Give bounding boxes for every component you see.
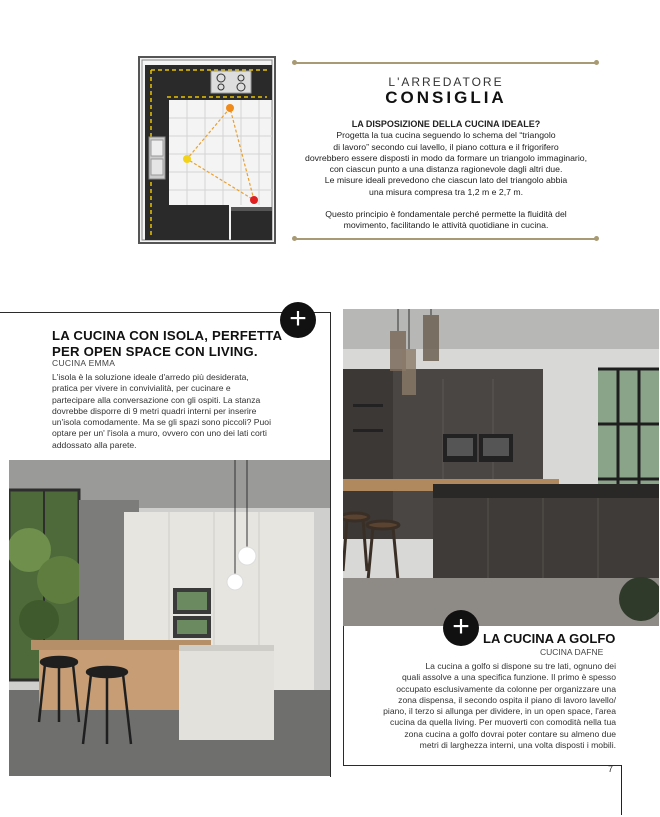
divider-dot: [292, 60, 297, 65]
divider-dot: [594, 236, 599, 241]
island-kitchen-model: CUCINA EMMA: [52, 358, 116, 368]
golfo-kitchen-model: CUCINA DAFNE: [540, 647, 604, 657]
golfo-section-title: LA CUCINA A GOLFO: [483, 631, 616, 646]
plus-icon: +: [280, 302, 316, 338]
kitchen-floor-plan-diagram: [137, 55, 277, 245]
advice-question: LA DISPOSIZIONE DELLA CUCINA IDEALE?: [351, 119, 541, 129]
island-kitchen-photo: [9, 460, 330, 776]
page-number-rule: [621, 765, 622, 815]
golfo-section-body: La cucina a golfo si dispone su tre lati, ognuno dei quali assolve a una specifica funzione. Il primo è spesso occupato esclusivamente da colonne per organizzare una zona dispensa, il secondo ospita il piano di lavoro lavello/ piano, il terzo si allunga per dividere, in un open space, l'area cucina da quella living. Per muoverti con comodità nella tua zona cucina a golfo dovrai poter contare su almeno due metri di larghezza interni, una volta disposti i mobili.: [383, 661, 616, 751]
page-number: 7: [608, 764, 614, 774]
box-headline: CONSIGLIA: [385, 88, 507, 107]
island-section-title: LA CUCINA CON ISOLA, PERFETTA PER OPEN SPACE CON LIVING.: [52, 328, 283, 359]
top-divider: [295, 62, 597, 64]
golfo-kitchen-photo: [343, 309, 659, 626]
divider-dot: [594, 60, 599, 65]
advice-paragraph-2: Questo principio è fondamentale perché permette la fluidità del movimento, facilitando le attività quotidiane in cucina.: [325, 209, 567, 231]
island-section-body: L'isola è la soluzione ideale d'arredo più desiderata, pratica per vivere in convivialità, per cucinare e partecipare alla conversazione con gli ospiti. La stanza dovrebbe disporre di 9 metri quadri interni per inserire un'isola comodamente. Ma se gli spazi sono piccoli? Puoi optare per un' l'isola a muro, ovvero con uno dei lati corti addossato alla parete.: [52, 372, 271, 450]
bottom-divider: [295, 238, 597, 240]
advice-text: [287, 119, 605, 243]
plus-icon: +: [443, 610, 479, 646]
divider-dot: [292, 236, 297, 241]
advice-paragraph-1: Progetta la tua cucina seguendo lo schema del “triangolo di lavoro” secondo cui lavello, il piano cottura e il frigorifero dovrebbero essere disposti in modo da formare un triangolo immaginario, con ciascun punto a una distanza ragionevole dagli altri due. Le misure ideali prevedono che ciascun lato del triangolo abbia una misura compresa tra 1,2 m e 2,7 m.: [304, 130, 587, 197]
box-kicker: L'ARREDATORE: [388, 75, 504, 89]
